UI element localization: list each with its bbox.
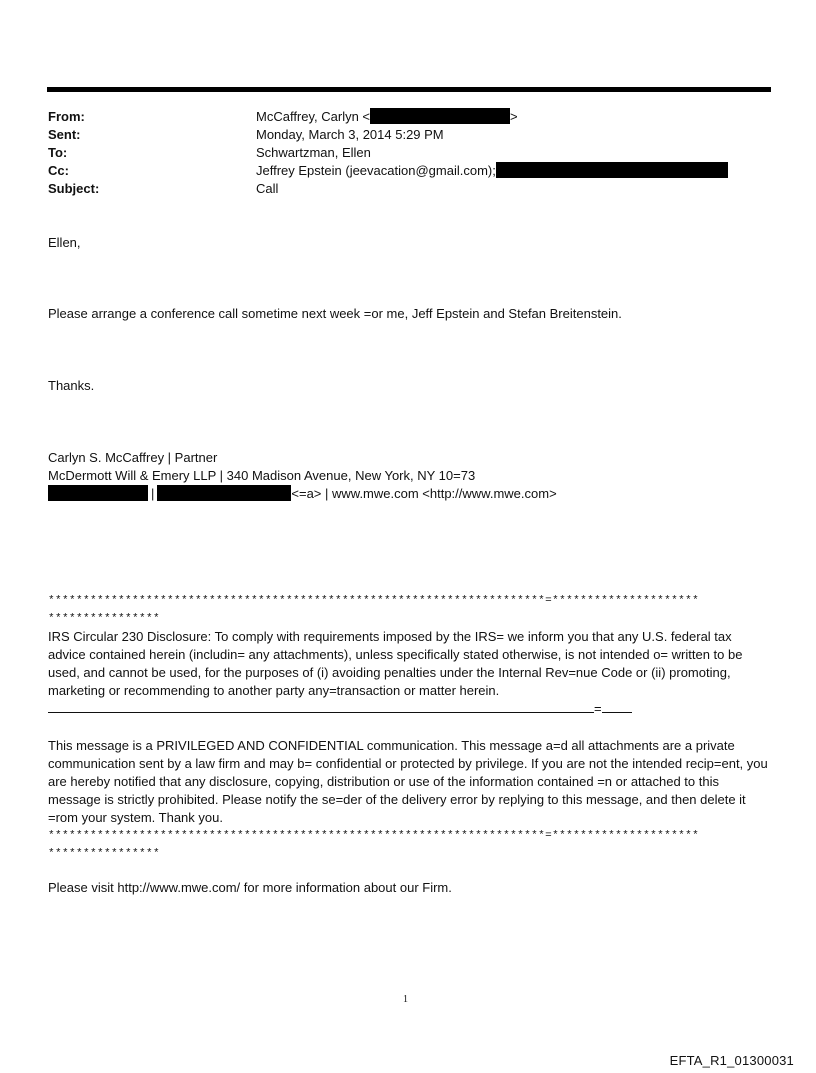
from-value: McCaffrey, Carlyn < > bbox=[256, 109, 518, 124]
subject-label: Subject: bbox=[48, 181, 100, 196]
separator-stars: ***********************************************************************=********************* bbox=[48, 595, 700, 607]
signature-firm: McDermott Will & Emery LLP | 340 Madison Avenue, New York, NY 10=73 bbox=[48, 468, 476, 483]
separator-stars: ***********************************************************************=********************* bbox=[48, 830, 700, 842]
redaction-box bbox=[48, 485, 148, 501]
irs-disclosure: IRS Circular 230 Disclosure: To comply with requirements imposed by the IRS= we inform you that any U.S. federal tax advice contained herein (includin= any attachments), unless specifically stated otherwise, is not intended o= written to be used, and cannot be used, for the purposes of (i) avoiding penalties under the Internal Rev=nue Code or (ii) promoting, marketing or recommending to another party any=transaction or matter herein. bbox=[48, 629, 743, 698]
separator: | bbox=[151, 486, 155, 501]
bates-number: EFTA_R1_01300031 bbox=[669, 1053, 794, 1068]
signature-contact bbox=[48, 485, 557, 503]
cc-value: Jeffrey Epstein (jeevacation@gmail.com); bbox=[256, 162, 728, 180]
page-number: 1 bbox=[403, 994, 408, 1005]
sent-label: Sent: bbox=[48, 127, 81, 142]
body-paragraph: Please arrange a conference call sometime next week =or me, Jeff Epstein and Stefan Breitenstein. bbox=[48, 306, 622, 321]
header-rule bbox=[47, 87, 771, 92]
redaction-box bbox=[157, 485, 291, 501]
underline-rule bbox=[48, 700, 594, 713]
to-label: To: bbox=[48, 145, 68, 160]
greeting: Ellen, bbox=[48, 235, 81, 250]
redaction-box bbox=[370, 108, 510, 124]
subject-value: Call bbox=[256, 181, 279, 196]
confidentiality-notice: This message is a PRIVILEGED AND CONFIDENTIAL communication. This message a=d all attachments are a private communication sent by a law firm and may b= confidential or protected by privilege. If you are not the intended recip=ent, you are hereby notified that any disclosure, copying, distribution or use of the information contained =n or attached to this message is strictly prohibited. Please notify the se=der of the delivery error by replying to this message, and then delete it =rom your system. Thank you. bbox=[48, 738, 768, 825]
contact-tail: <=a> | www.mwe.com <http://www.mwe.com> bbox=[291, 486, 557, 501]
underline-rule bbox=[602, 700, 632, 713]
separator-stars: **************** bbox=[48, 613, 161, 625]
to-value: Schwartzman, Ellen bbox=[256, 145, 371, 160]
separator-stars: **************** bbox=[48, 848, 161, 860]
closing: Thanks. bbox=[48, 378, 95, 393]
cc-label: Cc: bbox=[48, 163, 69, 178]
firm-visit-line: Please visit http://www.mwe.com/ for more information about our Firm. bbox=[48, 880, 452, 895]
sent-value: Monday, March 3, 2014 5:29 PM bbox=[256, 127, 444, 142]
redaction-box bbox=[496, 162, 728, 178]
underline-separator bbox=[48, 700, 632, 718]
from-label: From: bbox=[48, 109, 85, 124]
underline-mark: = bbox=[594, 701, 602, 716]
signature-name: Carlyn S. McCaffrey | Partner bbox=[48, 450, 218, 465]
